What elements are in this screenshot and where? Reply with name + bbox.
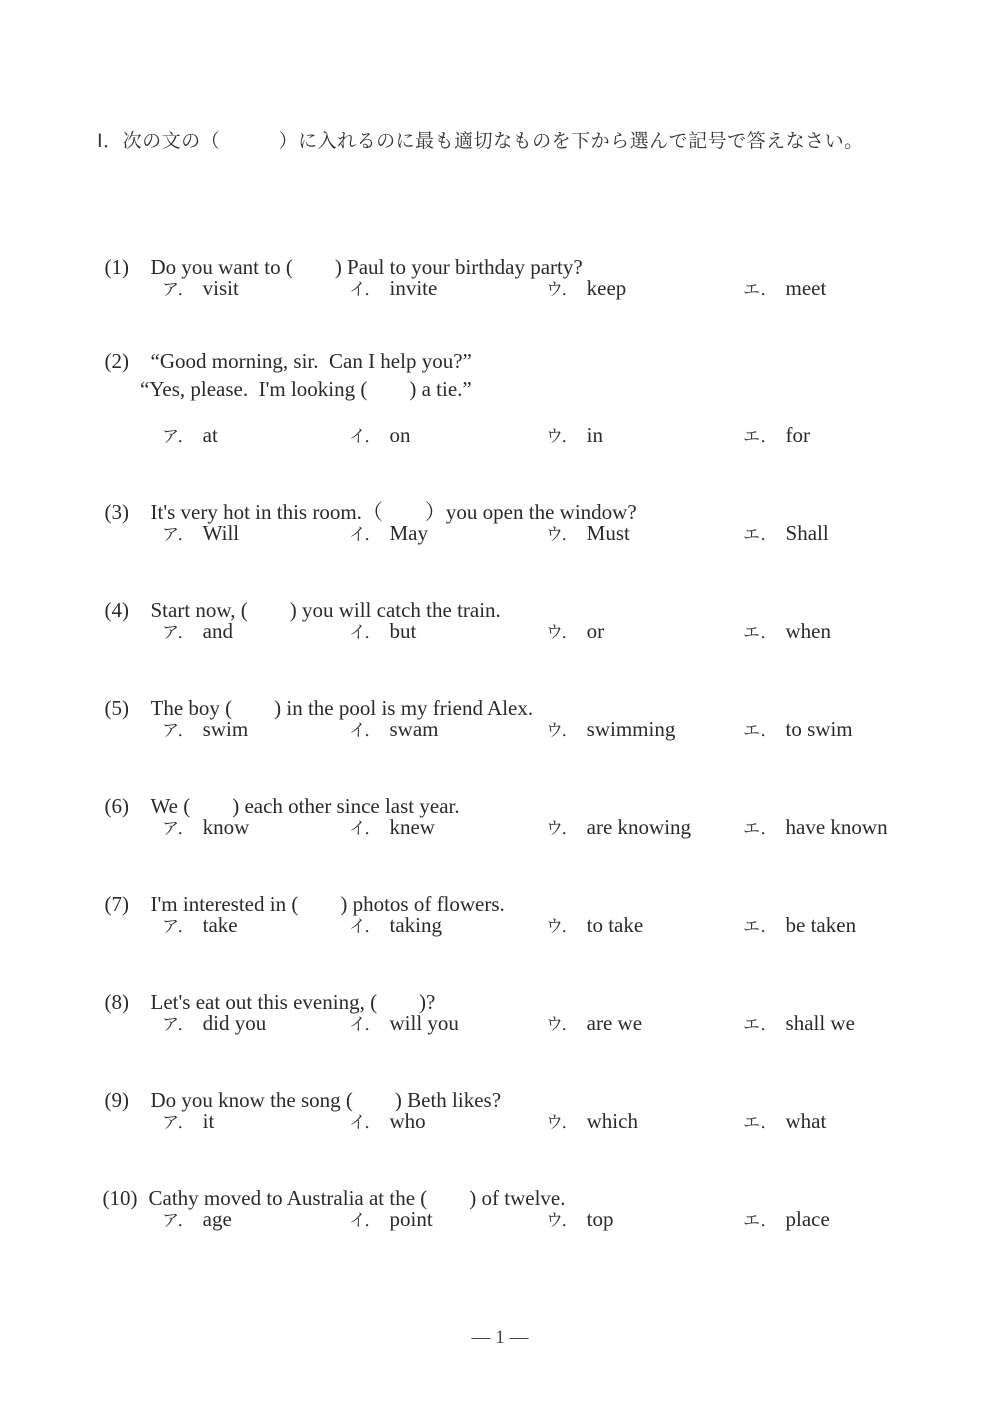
option-text: when: [785, 619, 832, 643]
option-mark: ア．: [162, 1211, 195, 1231]
option-i[interactable]: [349, 422, 410, 448]
option-u[interactable]: [546, 912, 643, 938]
option-mark: ア．: [162, 917, 195, 937]
option-a[interactable]: [162, 618, 233, 644]
option-u[interactable]: [546, 1108, 638, 1134]
option-text: or: [586, 619, 605, 643]
option-mark: イ．: [349, 623, 382, 643]
option-mark: ウ．: [546, 623, 579, 643]
question-1: [94, 226, 583, 281]
option-mark: ウ．: [546, 721, 579, 741]
options-7: [162, 912, 962, 940]
question-text: It's very hot in this room.（ ）you open the window?: [150, 500, 637, 524]
option-text: which: [586, 1109, 638, 1133]
option-text: have known: [785, 815, 888, 839]
option-u[interactable]: [546, 1206, 613, 1232]
option-i[interactable]: [349, 275, 437, 301]
question-text: Start now, ( ) you will catch the train.: [150, 598, 501, 622]
option-mark: イ．: [349, 1113, 382, 1133]
option-text: Will: [202, 521, 240, 545]
option-text: age: [202, 1207, 232, 1231]
option-text: taking: [389, 913, 442, 937]
option-text: on: [389, 423, 411, 447]
option-e[interactable]: [743, 520, 829, 546]
option-text: be taken: [785, 913, 857, 937]
option-i[interactable]: [349, 1010, 459, 1036]
option-a[interactable]: [162, 520, 239, 546]
option-mark: イ．: [349, 819, 382, 839]
question-number: (6): [104, 794, 129, 818]
option-text: swam: [389, 717, 439, 741]
option-mark: エ．: [743, 1211, 778, 1231]
options-10: [162, 1206, 962, 1234]
question-text: Cathy moved to Australia at the ( ) of twelve.: [148, 1186, 566, 1210]
options-6: [162, 814, 962, 842]
option-a[interactable]: [162, 716, 248, 742]
option-e[interactable]: [743, 1108, 826, 1134]
option-mark: イ．: [349, 280, 382, 300]
option-text: for: [785, 423, 811, 447]
option-text: who: [389, 1109, 426, 1133]
option-u[interactable]: [546, 716, 675, 742]
option-i[interactable]: [349, 814, 435, 840]
question-2-line-2: “Yes, please. I'm looking ( ) a tie.”: [140, 377, 472, 401]
question-number: (1): [104, 255, 129, 279]
option-u[interactable]: [546, 520, 630, 546]
option-text: know: [202, 815, 250, 839]
option-mark: イ．: [349, 525, 382, 545]
question-5: [94, 667, 533, 722]
option-mark: ア．: [162, 525, 195, 545]
question-text: Do you want to ( ) Paul to your birthday party?: [150, 255, 583, 279]
option-mark: ア．: [162, 819, 195, 839]
option-mark: エ．: [743, 721, 778, 741]
question-number: (9): [104, 1088, 129, 1112]
option-i[interactable]: [349, 1206, 433, 1232]
option-text: in: [586, 423, 603, 447]
option-a[interactable]: [162, 1206, 232, 1232]
option-i[interactable]: [349, 716, 438, 742]
option-mark: ウ．: [546, 917, 579, 937]
question-number: (10): [102, 1186, 138, 1210]
question-7: [94, 863, 505, 918]
option-a[interactable]: [162, 912, 238, 938]
question-text: I'm interested in ( ) photos of flowers.: [150, 892, 505, 916]
option-text: point: [389, 1207, 433, 1231]
question-number: (5): [104, 696, 129, 720]
option-i[interactable]: [349, 912, 442, 938]
option-mark: ウ．: [546, 819, 579, 839]
option-e[interactable]: [743, 716, 853, 742]
options-2: [162, 422, 962, 450]
question-6: [94, 765, 460, 820]
question-number: (2): [104, 349, 129, 373]
option-text: are knowing: [586, 815, 692, 839]
option-mark: ア．: [162, 427, 195, 447]
options-8: [162, 1010, 962, 1038]
option-mark: ア．: [162, 280, 195, 300]
option-text: swim: [202, 717, 249, 741]
option-text: and: [202, 619, 233, 643]
option-mark: ウ．: [546, 1113, 579, 1133]
option-i[interactable]: [349, 1108, 426, 1134]
option-a[interactable]: [162, 1010, 266, 1036]
option-mark: ア．: [162, 623, 195, 643]
option-text: knew: [389, 815, 435, 839]
option-text: it: [202, 1109, 215, 1133]
option-mark: エ．: [743, 280, 778, 300]
question-10: [92, 1157, 566, 1212]
option-text: but: [389, 619, 417, 643]
option-text: invite: [389, 276, 438, 300]
option-mark: ア．: [162, 721, 195, 741]
option-u[interactable]: [546, 618, 604, 644]
option-mark: エ．: [743, 427, 778, 447]
option-mark: ウ．: [546, 525, 579, 545]
option-text: shall we: [785, 1011, 855, 1035]
option-mark: ウ．: [546, 1015, 579, 1035]
option-mark: エ．: [743, 525, 778, 545]
question-3: [94, 471, 637, 526]
option-mark: ウ．: [546, 427, 579, 447]
option-text: Shall: [785, 521, 829, 545]
option-text: at: [202, 423, 218, 447]
option-text: did you: [202, 1011, 267, 1035]
option-text: Must: [586, 521, 630, 545]
option-mark: エ．: [743, 819, 778, 839]
option-text: May: [389, 521, 428, 545]
question-text: The boy ( ) in the pool is my friend Alex.: [150, 696, 534, 720]
option-text: take: [202, 913, 238, 937]
question-number: (8): [104, 990, 129, 1014]
question-number: (3): [104, 500, 129, 524]
option-a[interactable]: [162, 1108, 214, 1134]
option-e[interactable]: [743, 814, 888, 840]
option-mark: エ．: [743, 917, 778, 937]
question-number: (7): [104, 892, 129, 916]
option-mark: エ．: [743, 1113, 778, 1133]
option-text: what: [785, 1109, 827, 1133]
option-text: place: [785, 1207, 830, 1231]
option-text: swimming: [586, 717, 676, 741]
option-u[interactable]: [546, 275, 626, 301]
option-text: to swim: [785, 717, 853, 741]
question-text: Let's eat out this evening, ( )?: [150, 990, 436, 1014]
option-mark: ウ．: [546, 280, 579, 300]
question-text: Do you know the song ( ) Beth likes?: [150, 1088, 502, 1112]
option-mark: エ．: [743, 1015, 778, 1035]
option-text: top: [586, 1207, 614, 1231]
option-mark: ウ．: [546, 1211, 579, 1231]
question-number: (4): [104, 598, 129, 622]
option-e[interactable]: [743, 1206, 830, 1232]
option-e[interactable]: [743, 1010, 855, 1036]
question-8: [94, 961, 435, 1016]
options-3: [162, 520, 962, 548]
option-text: meet: [785, 276, 827, 300]
question-text: “Good morning, sir. Can I help you?”: [150, 349, 472, 373]
option-text: are we: [586, 1011, 643, 1035]
question-4: [94, 569, 501, 624]
options-4: [162, 618, 962, 646]
page-number: — 1 —: [471, 1327, 529, 1348]
option-text: will you: [389, 1011, 459, 1035]
option-a[interactable]: [162, 275, 239, 301]
options-1: [162, 275, 962, 303]
option-i[interactable]: [349, 520, 428, 546]
option-e[interactable]: [743, 912, 856, 938]
question-2: [94, 324, 472, 374]
option-text: keep: [586, 276, 627, 300]
option-text: visit: [202, 276, 239, 300]
instruction-heading: Ⅰ．次の文の（ ）に入れるのに最も適切なものを下から選んで記号で答えなさい。: [97, 130, 864, 152]
option-a[interactable]: [162, 814, 249, 840]
option-i[interactable]: [349, 618, 416, 644]
option-mark: エ．: [743, 623, 778, 643]
option-u[interactable]: [546, 814, 691, 840]
option-text: to take: [586, 913, 644, 937]
option-mark: イ．: [349, 1015, 382, 1035]
option-e[interactable]: [743, 422, 810, 448]
option-mark: イ．: [349, 1211, 382, 1231]
options-9: [162, 1108, 962, 1136]
option-e[interactable]: [743, 275, 826, 301]
option-mark: ア．: [162, 1113, 195, 1133]
question-text: We ( ) each other since last year.: [150, 794, 460, 818]
options-5: [162, 716, 962, 744]
option-u[interactable]: [546, 1010, 642, 1036]
option-mark: イ．: [349, 917, 382, 937]
question-9: [94, 1059, 501, 1114]
option-u[interactable]: [546, 422, 603, 448]
option-mark: イ．: [349, 427, 382, 447]
option-mark: イ．: [349, 721, 382, 741]
option-a[interactable]: [162, 422, 218, 448]
option-e[interactable]: [743, 618, 831, 644]
option-mark: ア．: [162, 1015, 195, 1035]
